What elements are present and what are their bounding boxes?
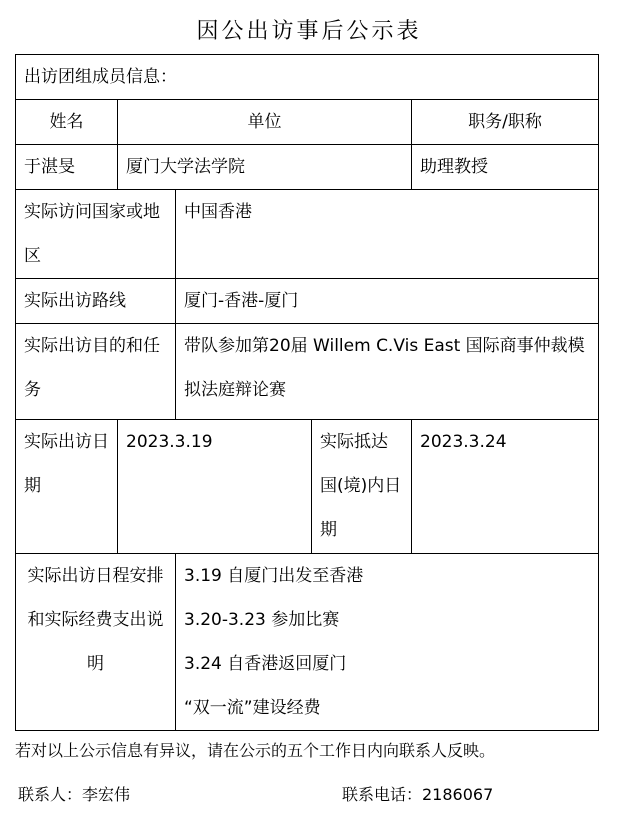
depart-date-label: 实际出访日期 xyxy=(16,420,118,554)
purpose-label: 实际出访目的和任务 xyxy=(16,324,176,420)
schedule-line: 3.19 自厦门出发至香港 xyxy=(184,566,364,586)
col-unit-header: 单位 xyxy=(118,100,412,145)
country-value: 中国香港 xyxy=(176,190,599,279)
members-header: 出访团组成员信息： xyxy=(16,55,599,100)
schedule-label: 实际出访日程安排和实际经费支出说明 xyxy=(16,554,176,731)
return-date-label: 实际抵达国(境)内日期 xyxy=(312,420,412,554)
purpose-value: 带队参加第20届 Willem C.Vis East 国际商事仲裁模拟法庭辩论赛 xyxy=(176,324,599,420)
col-name-header: 姓名 xyxy=(16,100,118,145)
member-name: 于湛旻 xyxy=(16,145,118,190)
depart-date-value: 2023.3.19 xyxy=(118,420,312,554)
country-label: 实际访问国家或地区 xyxy=(16,190,176,279)
member-unit: 厦门大学法学院 xyxy=(118,145,412,190)
schedule-value xyxy=(176,554,599,731)
contact-phone: 联系电话：2186067 xyxy=(342,785,494,804)
publicity-table xyxy=(15,54,599,731)
route-value: 厦门-香港-厦门 xyxy=(176,279,599,324)
contact-person: 联系人：李宏伟 xyxy=(18,785,131,804)
return-date-value: 2023.3.24 xyxy=(412,420,599,554)
funding-source: “双一流”建设经费 xyxy=(184,698,321,718)
route-label: 实际出访路线 xyxy=(16,279,176,324)
col-title-header: 职务/职称 xyxy=(412,100,599,145)
schedule-line: 3.20-3.23 参加比赛 xyxy=(184,610,340,630)
member-title: 助理教授 xyxy=(412,145,599,190)
schedule-line: 3.24 自香港返回厦门 xyxy=(184,654,347,674)
page-title: 因公出访事后公示表 xyxy=(196,19,422,44)
objection-notice: 若对以上公示信息有异议，请在公示的五个工作日内向联系人反映。 xyxy=(15,741,496,760)
